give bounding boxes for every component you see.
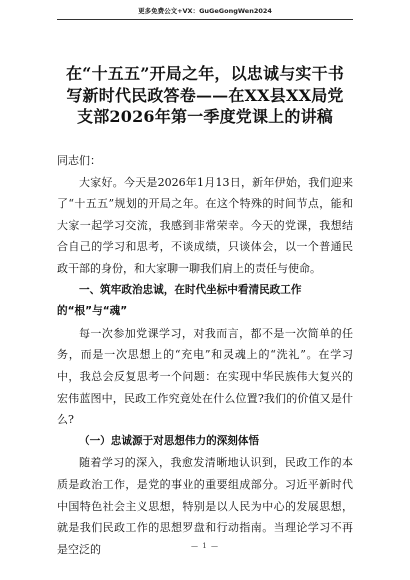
subsection-heading-1: （一）忠诚源于对思想伟力的深刻体悟 bbox=[79, 434, 260, 447]
title-line-3: 支部2026年第一季度党课上的讲稿 bbox=[77, 107, 333, 126]
title-line-2: 写新时代民政答卷——在XX县XX局党 bbox=[66, 85, 344, 105]
header-divider bbox=[57, 19, 353, 20]
page-number: — 1 — bbox=[191, 542, 219, 550]
document-title bbox=[40, 63, 370, 128]
page-header: 更多免费公文+VX：GuGeGongWen2024 bbox=[138, 7, 272, 15]
body-paragraph-1: 大家好。今天是2026年1月13日，新年伊始，我们迎来了“十五五”规划的开局之年。在这个特殊的时间节点，能和大家一起学习交流，我感到非常荣幸。今天的党课，我想结合自己的学习和思考，不谈成绩，只谈体会，以一个普通民政干部的身份，和大家聊一聊我们肩上的责任与使命。 bbox=[57, 175, 353, 275]
salutation: 同志们： bbox=[57, 154, 101, 167]
title-line-1: 在“十五五”开局之年，以忠诚与实干书 bbox=[65, 64, 344, 83]
body-paragraph-2: 每一次参加党课学习，对我而言，都不是一次简单的任务，而是一次思想上的“充电”和灵魂上的“洗礼”。在学习中，我总会反复思考一个问题：在实现中华民族伟大复兴的宏伟蓝图中，民政工作究竟处在什么位置?我们的价值又是什么? bbox=[57, 326, 353, 427]
body-paragraph-3: 随着学习的深入，我愈发清晰地认识到，民政工作的本质是政治工作，是党的事业的重要组成部分。习近平新时代中国特色社会主义思想，特别是以人民为中心的发展思想，就是我们民政工作的思想罗盘和行动指南。当理论学习不再是空泛的 bbox=[57, 456, 353, 556]
section-heading-1: 一、筑牢政治忠诚，在时代坐标中看清民政工作的“根”与“魂” bbox=[57, 283, 302, 318]
document-body bbox=[57, 150, 353, 560]
